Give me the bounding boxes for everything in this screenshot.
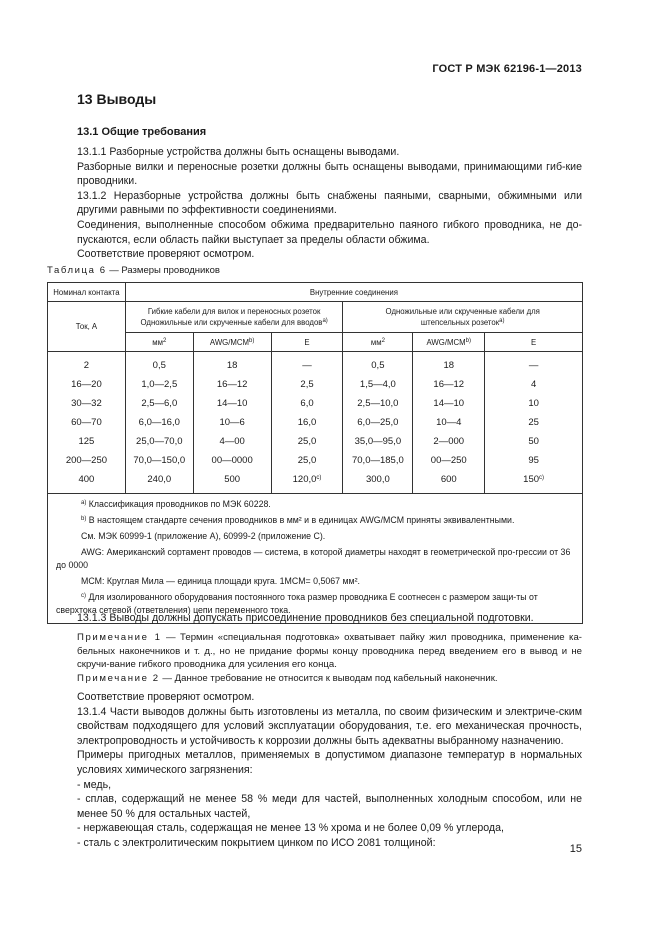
table-cell: — — [271, 352, 343, 376]
table-cell: 300,0 — [343, 470, 413, 494]
table-cell: 16—12 — [193, 375, 271, 394]
paragraph: Примеры пригодных металлов, применяемых в допустимом диапазоне температур в нормальных условиях химического загрязнения: — [77, 749, 582, 776]
table-cell: 2—000 — [413, 432, 485, 451]
note-text: — Термин «специальная подготовка» охватывает пайку жил проводника, применение ка-бельных наконечников и т. д., но не придание формы концу проводника перед введением его в вывод и не скручи-вание гибкого проводника для усиления его конца. — [77, 632, 582, 671]
table-caption — [47, 265, 220, 276]
table-cell: 00—0000 — [193, 451, 271, 470]
table-cell: 4 — [485, 375, 583, 394]
table-cell: 35,0—95,0 — [343, 432, 413, 451]
table-cell: 6,0—25,0 — [343, 413, 413, 432]
table-cell: 95 — [485, 451, 583, 470]
table-caption-title: — Размеры проводников — [109, 265, 220, 276]
subsection-title: 13.1 Общие требования — [77, 126, 207, 138]
paragraph: Соответствие проверяют осмотром. — [77, 248, 255, 261]
header-solid: Одножильные или скрученные кабели для штепсельных розеток$^{a)}$ — [343, 302, 583, 333]
table-caption-label: Таблица 6 — [47, 265, 107, 276]
paragraph: Разборные вилки и переносные розетки должны быть оснащены выводами, принимающими гиб-кие проводники. — [77, 160, 582, 188]
table-cell: 16—12 — [413, 375, 485, 394]
section-title: 13 Выводы — [77, 91, 157, 107]
table-cell: 10 — [485, 394, 583, 413]
header-nominal: Номинал контакта — [48, 283, 126, 302]
table-cell: 125 — [48, 432, 126, 451]
table-cell: 14—10 — [193, 394, 271, 413]
table-cell: 14—10 — [413, 394, 485, 413]
subheader-mm2: $мм^2$ — [343, 333, 413, 352]
subheader-e: E — [485, 333, 583, 352]
table-notes — [48, 494, 583, 624]
table-cell: 400 — [48, 470, 126, 494]
table-cell: 60—70 — [48, 413, 126, 432]
table-cell: 10—6 — [193, 413, 271, 432]
table-cell: 200—250 — [48, 451, 126, 470]
note-label: Примечание 1 — [77, 632, 162, 643]
paragraph: 13.1.1 Разборные устройства должны быть оснащены выводами. — [77, 146, 400, 158]
table-note: AWG: Американский сортамент проводов — система, в которой диаметры находят в геометрической про-грессии от 36 до 0000 — [56, 547, 571, 570]
table-note: $^{c)}$ Для изолированного оборудования постоянного тока размер проводника Е соотнесен с размером защи-ты от сверхтока сетевой (ответвления) цепи переменного тока. — [56, 592, 538, 615]
table-cell: 10—4 — [413, 413, 485, 432]
table-cell: 25 — [485, 413, 583, 432]
table-note: MCM: Круглая Мила — единица площади круга. 1MCM= 0,5067 мм². — [81, 576, 360, 586]
table-cell: 2,5 — [271, 375, 343, 394]
list-item: - нержавеющая сталь, содержащая не менее 13 % хрома и не более 0,09 % углерода, — [77, 822, 504, 835]
table-cell: 50 — [485, 432, 583, 451]
list-item: - сталь с электролитическим покрытием цинком по ИСО 2081 толщиной: — [77, 836, 436, 849]
header-flex: Гибкие кабели для вилок и переносных розеток Одножильные или скрученные кабели для вводов$^{a)}$ — [125, 302, 343, 333]
para-1313 — [77, 611, 582, 626]
bottom-paragraphs — [77, 690, 582, 851]
table-cell: 25,0 — [271, 451, 343, 470]
paragraph: 13.1.3 Выводы должны допускать присоединение проводников без специальной подготовки. — [77, 612, 534, 624]
subheader-mm2: $мм^2$ — [125, 333, 193, 352]
table-cell: 70,0—185,0 — [343, 451, 413, 470]
table-cell: 2,5—6,0 — [125, 394, 193, 413]
note-2 — [77, 672, 582, 686]
table-note: См. МЭК 60999-1 (приложение А), 60999-2 (приложение С). — [81, 531, 326, 541]
table-note: $^{b)}$ В настоящем стандарте сечения проводников в мм² и в единицах AWG/MCM приняты эквивалентными. — [81, 515, 515, 525]
table-cell: 4—00 — [193, 432, 271, 451]
note-label: Примечание 2 — [77, 673, 160, 684]
table-cell: 18 — [193, 352, 271, 376]
table-cell: 0,5 — [343, 352, 413, 376]
table-cell: — — [485, 352, 583, 376]
table-cell: 150$^{c)}$ — [485, 470, 583, 494]
paragraph: 13.1.4 Части выводов должны быть изготовлены из металла, по своим физическим и электриче-ским свойствам подходящего для условий эксплуатации оборудования, т.е. его механическая прочность, электропроводность и устойчивость к коррозии должны быть адекватны выбранному назначению. — [77, 705, 582, 747]
table-cell: 00—250 — [413, 451, 485, 470]
table-cell: 6,0 — [271, 394, 343, 413]
table-cell: 1,5—4,0 — [343, 375, 413, 394]
conductor-size-table — [47, 282, 583, 624]
table-cell: 0,5 — [125, 352, 193, 376]
table-cell: 16—20 — [48, 375, 126, 394]
table-cell: 25,0 — [271, 432, 343, 451]
table-cell: 120,0$^{c)}$ — [271, 470, 343, 494]
list-item: - сплав, содержащий не менее 58 % меди для частей, выполненных холодным способом, или не менее 50 % для остальных частей, — [77, 793, 582, 820]
note-text: — Данное требование не относится к выводам под кабельный наконечник. — [162, 673, 498, 684]
table-cell: 500 — [193, 470, 271, 494]
table-cell: 2,5—10,0 — [343, 394, 413, 413]
table-cell: 2 — [48, 352, 126, 376]
list-item: - медь, — [77, 778, 112, 791]
paragraph: Соответствие проверяют осмотром. — [77, 691, 255, 703]
paragraph: Соединения, выполненные способом обжима предварительно паяного гибкого проводника, не до-пускаются, если область пайки выступает за пределы области обжима. — [77, 218, 582, 246]
document-header: ГОСТ Р МЭК 62196-1—2013 — [432, 63, 582, 75]
subheader-e: E — [271, 333, 343, 352]
table-cell: 18 — [413, 352, 485, 376]
note-1 — [77, 631, 582, 672]
page-number: 15 — [569, 843, 582, 855]
table-cell: 6,0—16,0 — [125, 413, 193, 432]
table-cell: 240,0 — [125, 470, 193, 494]
table-cell: 16,0 — [271, 413, 343, 432]
header-internal: Внутренние соединения — [125, 283, 582, 302]
table-cell: 30—32 — [48, 394, 126, 413]
subheader-awg: AWG/MCM$^{b)}$ — [413, 333, 485, 352]
table-cell: 25,0—70,0 — [125, 432, 193, 451]
header-current: Ток, А — [48, 302, 126, 352]
table-cell: 1,0—2,5 — [125, 375, 193, 394]
top-paragraphs — [77, 145, 582, 262]
table-cell: 600 — [413, 470, 485, 494]
paragraph: 13.1.2 Неразборные устройства должны быть снабжены паяными, сварными, обжимными или другими равными по эффективности соединениями. — [77, 189, 582, 217]
subheader-awg: AWG/MCM$^{b)}$ — [193, 333, 271, 352]
table-cell: 70,0—150,0 — [125, 451, 193, 470]
table-note: $^{a)}$ Классификация проводников по МЭК 60228. — [81, 499, 271, 509]
